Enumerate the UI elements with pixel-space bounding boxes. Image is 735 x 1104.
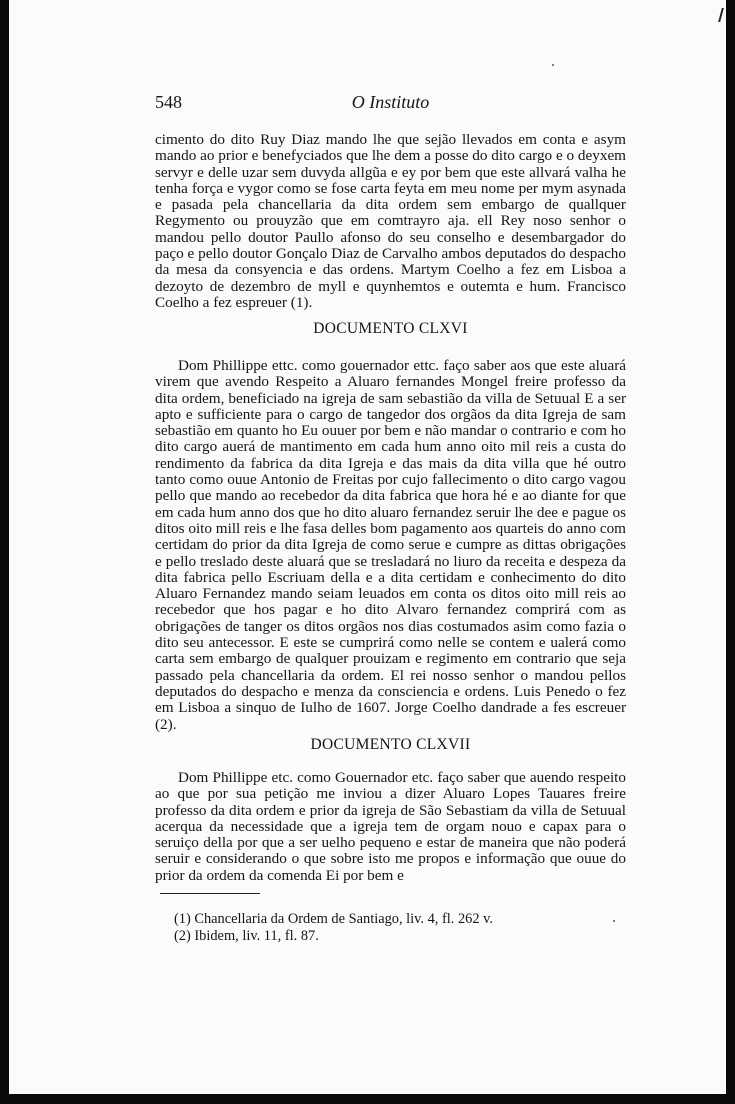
scan-speck xyxy=(552,64,554,66)
page-number: 548 xyxy=(155,92,182,112)
document-clxvii-text: Dom Phillippe etc. como Gouernador etc. faço saber que auendo respeito ao que por sua petição me inviou a dizer Aluaro Lopes Tauares freire professo da dita ordem e prior da igreja de São Sebastiam da villa de Setuual acerqua da necessidade que a igreja tem de orgam nouo e capax para o seruiço della por que a ser uelho pequeno e estar de maneira que não poderá seruir e considerando o que sobre isto me propos e informação que ouue do prior da ordem da comenda Ei por bem e xyxy=(155,769,626,884)
page-header xyxy=(155,92,626,116)
footnotes xyxy=(174,911,614,945)
scan-border-right xyxy=(726,0,735,1104)
footnote-1: (1) Chancellaria da Ordem de Santiago, liv. 4, fl. 262 v. xyxy=(174,911,494,927)
document-clxvii-body xyxy=(155,770,626,884)
document-clxvi-text: Dom Phillippe ettc. como gouernador ettc. faço saber aos que este aluará virem que avendo Respeito a Aluaro fernandes Mongel freire professo da dita ordem, beneficiado na igreja de sam sebastião da villa de Setuual E a ser apto e sufficiente para o cargo de tangedor dos orgãos da dita Igreja de sam sebastião em quanto ho Eu ouuer por bem e não mandar o contrario e com ho dito cargo auerá de mantimento em cada hum anno oito mil reis a custa do rendimento da fabrica da dita Igreja e das mais da dita villa que hé outro tanto como ouue Antonio de Freitas por cujo fallecimento o dito cargo vagou pello que mando ao recebedor da dita fabrica que hora hé e ao diante for que em cada hum anno dos que ho dito aluaro fernandez seruir lhe dee e pague os ditos oito mill reis e lhe fasa delles bom pagamento aos quarteis do anno com certidam do prior da dita Igreja de como serue e cumpre as dittas obrigações e pello treslado deste aluará que se tresladará no liuro da receita e despeza da dita fabrica pello Escriuam della e a dita certidam e conhecimento do dito Aluaro Fernandez mando seiam leuados em conta os ditos oito mill reis ao recebedor que hos pagar e ho dito Alvaro fernandez comprirá com as obrigações de tanger os ditos orgãos nos dias costumados asim como fazia o dito seu antecessor. E este se cumprirá como nelle se contem e ualerá como carta sem embargo de qualquer prouizam e regimento em contrario que seja passado pela chancellaria da ordem. El rei nosso senhor o mandou pellos deputados do despacho e menza da consciencia e ordens. Luis Penedo o fez em Lisboa a sinquo de Iulho de 1607. Jorge Coelho dandrade a fes escreuer (2). xyxy=(155,357,626,733)
running-title: O Instituto xyxy=(351,92,430,112)
footnote-divider xyxy=(160,893,260,894)
document-clxvi-body xyxy=(155,358,626,733)
scan-border-left xyxy=(0,0,9,1104)
footnote-2: (2) Ibidem, liv. 11, fl. 87. xyxy=(174,928,319,944)
document-title-clxvi: DOCUMENTO CLXVI xyxy=(313,320,468,337)
opening-paragraph-block xyxy=(155,132,626,311)
document-title-clxvii: DOCUMENTO CLXVII xyxy=(310,736,471,753)
scan-border-bottom xyxy=(0,1094,735,1104)
opening-paragraph: cimento do dito Ruy Diaz mando lhe que sejão llevados em conta e asym mando ao prior e benefyciados que lhe dem a posse do dito cargo e o deyxem servyr e delle uzar sem duvyda allgũa e ey por bem que este allvará valha he tenha força e vygor como se fose carta feyta em meu nome per mym asynada e pasada pela chancellaria da dita ordem sem embargo de quallquer Regymento ou prouyzão que em comtrayro aja. ell Rey noso senhor o mandou pello doutor Paullo afonso do seu conselho e desembargador do paço e pello doutor Gonçalo Diaz de Carvalho ambos deputados do despacho da mesa da consyencia e das ordens. Martym Coelho a fez em Lisboa a dezoyto de dezembro de myll e quynhemtos e outemta e hum. Francisco Coelho a fez espreuer (1). xyxy=(155,131,626,311)
